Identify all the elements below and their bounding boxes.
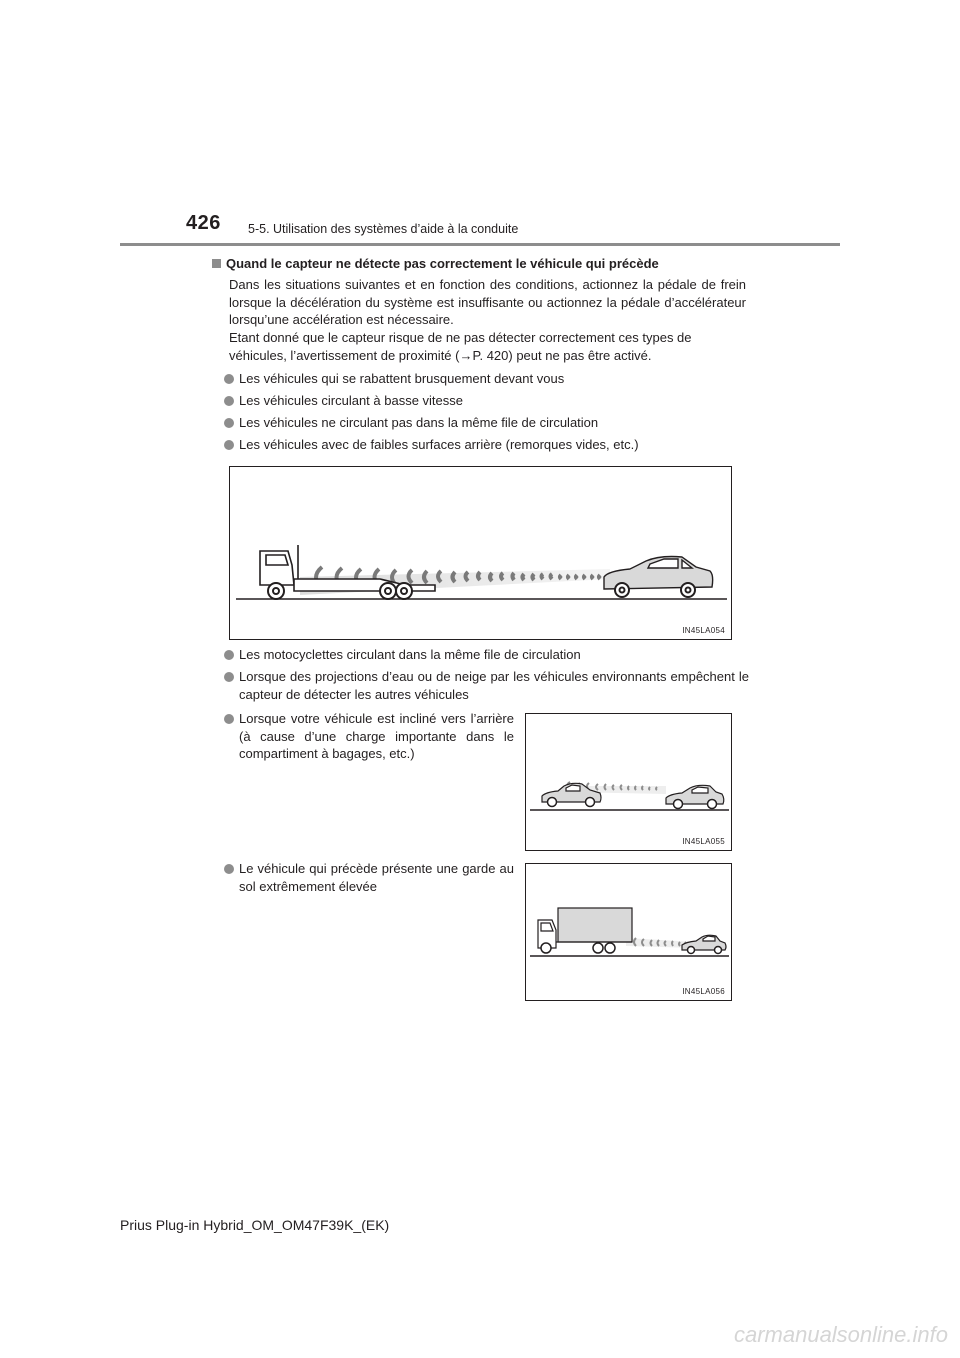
list-item [224, 392, 754, 410]
bullet-icon [224, 714, 234, 724]
bullet-icon [224, 418, 234, 428]
list-item [224, 668, 749, 703]
subsection-heading-text: Quand le capteur ne détecte pas correctement le véhicule qui précède [226, 256, 659, 271]
header-rule [120, 243, 840, 246]
figure-code: IN45LA054 [682, 626, 725, 635]
bullet-icon [224, 396, 234, 406]
high-clearance-illustration [526, 864, 733, 1002]
subsection-heading [212, 256, 752, 271]
figure-code: IN45LA055 [682, 837, 725, 846]
trailer-illustration [230, 467, 733, 641]
bullet-icon [224, 864, 234, 874]
list-item [224, 710, 514, 763]
list-item [224, 860, 514, 895]
list-item [224, 370, 754, 388]
watermark: carmanualsonline.info [733, 1322, 948, 1347]
list-item-text: Les véhicules ne circulant pas dans la même file de circulation [239, 415, 599, 430]
bullet-icon [224, 374, 234, 384]
intro-paragraph-1: Dans les situations suivantes et en fonction des conditions, actionnez la pédale de frein lorsque la décélération du système est insuffisante ou actionnez la pédale d’accélérateur lorsqu’une accélération est nécessaire. [229, 277, 746, 327]
section-title: 5-5. Utilisation des systèmes d’aide à la conduite [248, 222, 519, 236]
list-item-text: Les véhicules circulant à basse vitesse [239, 393, 464, 408]
list-item-text: Lorsque votre véhicule est incliné vers l’arrière (à cause d’une charge importante dans le compartiment à bagages, etc.) [239, 711, 514, 761]
footer-model-code: Prius Plug-in Hybrid_OM_OM47F39K_(EK) [120, 1217, 390, 1233]
box-truck [558, 908, 632, 942]
figure-high-clearance-truck [525, 863, 732, 1001]
figure-code: IN45LA056 [682, 987, 725, 996]
list-item-text: Lorsque des projections d’eau ou de neige par les véhicules environnants empêchent le capteur de détecter les autres véhicules [239, 669, 749, 702]
figure-empty-trailer [229, 466, 732, 640]
list-item-text: Le véhicule qui précède présente une garde au sol extrêmement élevée [239, 861, 514, 894]
page-number: 426 [186, 212, 221, 234]
list-item [224, 436, 754, 454]
inclined-vehicle-illustration [526, 714, 733, 852]
list-item-text: Les motocyclettes circulant dans la même file de circulation [239, 647, 581, 662]
figure-inclined-vehicle [525, 713, 732, 851]
list-item-text: Les véhicules avec de faibles surfaces arrière (remorques vides, etc.) [239, 437, 639, 452]
bullet-icon [224, 672, 234, 682]
intro-paragraph-2: Etant donné que le capteur risque de ne pas détecter correctement ces types de véhicules, l’avertissement de proximité (→P. 420) peut ne pas être activé. [229, 330, 692, 363]
list-item [224, 646, 754, 664]
list-item [224, 414, 754, 432]
square-bullet-icon [212, 259, 221, 268]
list-item-text: Les véhicules qui se rabattent brusquement devant vous [239, 371, 565, 386]
bullet-icon [224, 650, 234, 660]
bullet-icon [224, 440, 234, 450]
